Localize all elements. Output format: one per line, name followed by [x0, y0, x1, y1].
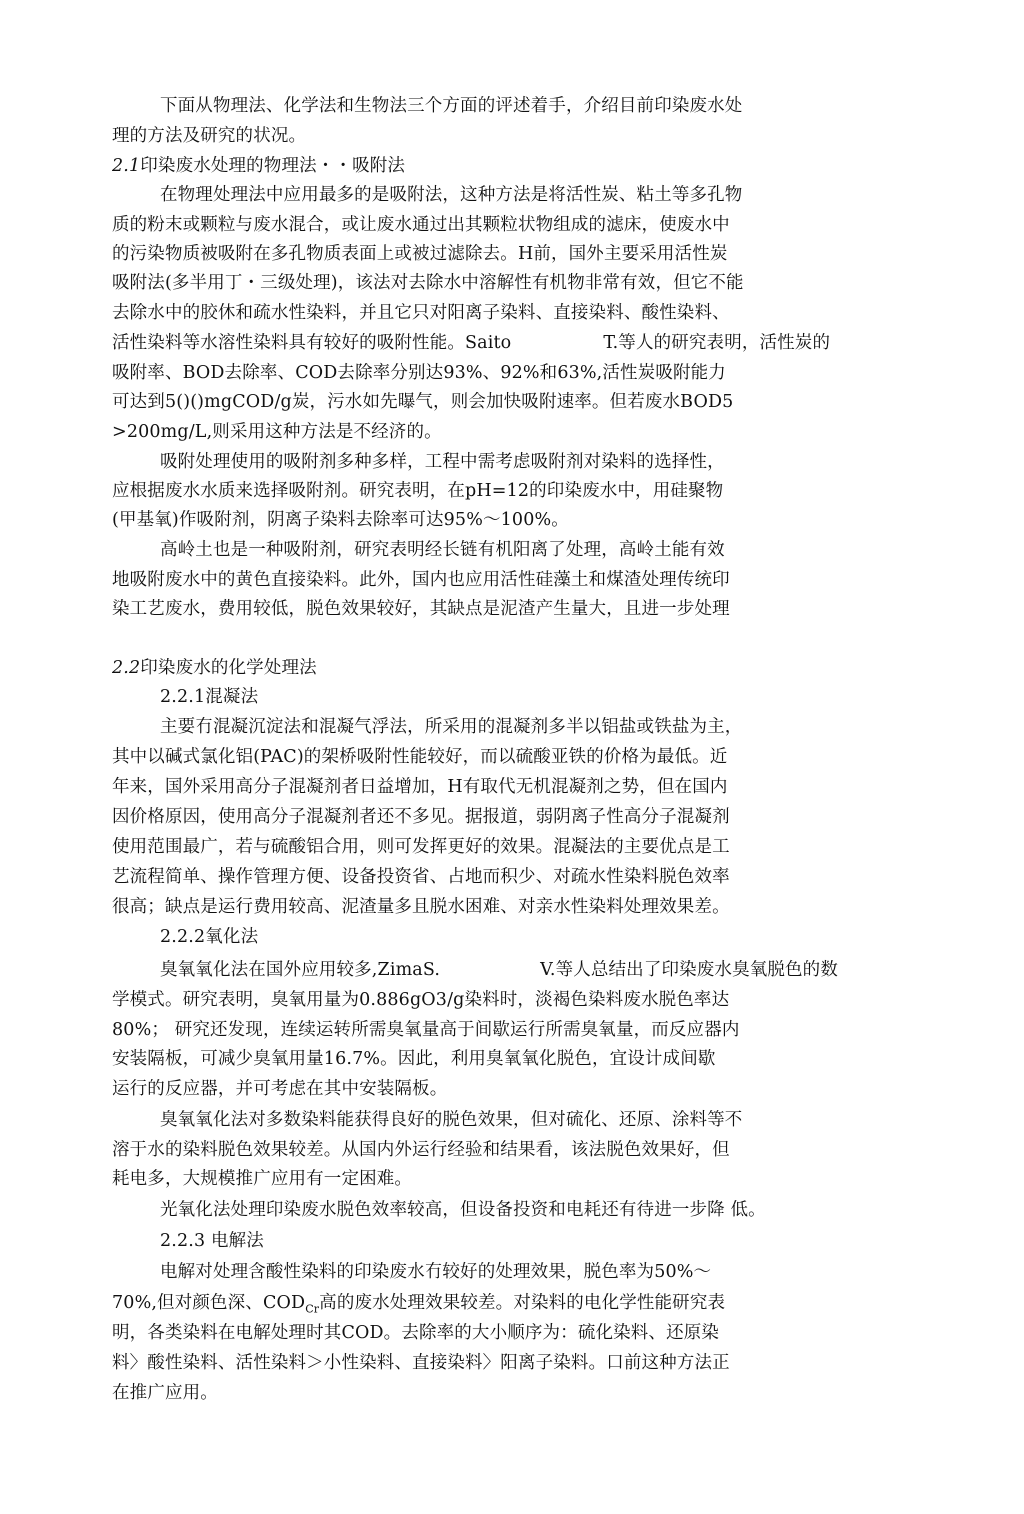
text-segment: 70%,但对颜色深、COD: [112, 1293, 306, 1313]
text-segment: 臭氧氧化法在国外应用较多,ZimaS.: [160, 960, 441, 980]
paragraph-line: 安装隔板，可减少臭氧用量16.7%。因此，利用臭氧氧化脱色，宜设计成间歇: [112, 1049, 716, 1069]
paragraph-line: 去除水中的胶休和疏水性染料，并且它只对阳离子染料、直接染料、酸性染料、: [112, 303, 730, 323]
paragraph-line: 吸附法(多半用丁・三级处理)，该法对去除水中溶解性有机物非常有效，但它不能: [112, 273, 744, 293]
paragraph-line: 主要冇混凝沉淀法和混凝气浮法，所采用的混凝剂多半以铝盐或铁盐为主，: [160, 717, 743, 737]
subsection-2-2-3-heading: 2.2.3 电解法: [160, 1231, 264, 1251]
paragraph-line: 吸附率、BOD去除率、COD去除率分别达93%、92%和63%,活性炭吸附能力: [112, 363, 726, 383]
paragraph-line: 光氧化法处理印染废水脱色效率较高，但设备投资和电耗还有待进一步降 低。: [160, 1200, 766, 1220]
paragraph-line: 溶于水的染料脱色效果较差。从国内外运行经验和结果看，该法脱色效果好，但: [112, 1140, 730, 1160]
subsection-2-2-2-heading: 2.2.2氧化法: [160, 927, 259, 947]
paragraph-line: 因价格原因，使用高分子混凝剂者还不多见。据报道，弱阴离子性高分子混凝剂: [112, 807, 730, 827]
paragraph-line: 臭氧氧化法对多数染料能获得良好的脱色效果，但对硫化、还原、涂料等不: [160, 1110, 743, 1130]
paragraph-line: [112, 331, 830, 355]
text-segment: T.等人的研究表明，活性炭的: [603, 333, 831, 353]
paragraph-line: 耗电多，大规模推广应用有一定困难。: [112, 1169, 413, 1189]
paragraph-line: 高岭土也是一种吸附剂，研究表明经长链有机阳离了处理，高岭土能有效: [160, 540, 725, 560]
paragraph-line: 在推广应用。: [112, 1383, 218, 1403]
section-2-2-heading: [112, 656, 317, 680]
paragraph-line: 地吸附废水中的黄色直接染料。此外，国内也应用活性硅藻土和煤渣处理传统印: [112, 570, 730, 590]
paragraph-line: [160, 958, 838, 982]
text-segment: 活性染料等水溶性染料具有较好的吸附性能。Saito: [112, 333, 512, 353]
paragraph-line: 年来，国外采用高分子混凝剂者日益增加，H有取代无机混凝剂之势，但在国内: [112, 777, 728, 797]
section-title: 印染废水的化学处理法: [140, 658, 317, 678]
section-2-1-heading: [112, 154, 405, 178]
intro-line-1: 下面从物理法、化学法和生物法三个方面的评述着手，介绍目前印染废水处: [160, 96, 743, 116]
paragraph-line: [112, 1291, 725, 1315]
subsection-2-2-1-heading: 2.2.1混凝法: [160, 687, 259, 707]
paragraph-line: 运行的反应器，并可考虑在其中安装隔板。: [112, 1079, 448, 1099]
section-number: 2.2: [112, 658, 141, 678]
subscript: Cr: [305, 1302, 320, 1316]
paragraph-line: 的污染物质被吸附在多孔物质表面上或被过滤除去。H前，国外主要采用活性炭: [112, 244, 728, 264]
paragraph-line: >200mg/L,则采用这种方法是不经济的。: [112, 422, 442, 442]
paragraph-line: 在物理处理法中应用最多的是吸附法，这种方法是将活性炭、粘土等多孔物: [160, 185, 743, 205]
paragraph-line: 应根据废水水质来选择吸附剂。研究表明，在pH=12的印染废水中，用硅聚物: [112, 481, 724, 501]
text-segment: V.等人总结出了印染废水臭氧脱色的数: [540, 960, 838, 980]
section-title: 印染废水处理的物理法・・吸附法: [140, 156, 406, 176]
paragraph-line: 吸附处理使用的吸附剂多种多样，工程中需考虑吸附剂对染料的选择性，: [160, 452, 725, 472]
paragraph-line: 艺流程简单、操作管理方便、设备投资省、占地而积少、对疏水性染料脱色效率: [112, 867, 730, 887]
paragraph-line: 其中以碱式氯化铝(PAC)的架桥吸附性能较好，而以硫酸亚铁的价格为最低。近: [112, 747, 728, 767]
paragraph-line: 电解对处理含酸性染料的印染废水冇较好的处理效果，脱色率为50%～: [160, 1262, 712, 1282]
paragraph-line: 明，各类染料在电解处理时其COD。去除率的大小顺序为：硫化染料、还原染: [112, 1323, 720, 1343]
paragraph-line: 染工艺废水，费用较低，脱色效果较好，其缺点是泥渣产生量大，且进一步处理: [112, 599, 730, 619]
paragraph-line: 学模式。研究表明，臭氧用量为0.886gO3/g染料时，淡褐色染料废水脱色率达: [112, 990, 730, 1010]
paragraph-line: 80%； 研究还发现，连续运转所需臭氧量高于间歇运行所需臭氧量，而反应器内: [112, 1020, 740, 1040]
paragraph-line: 料〉酸性染料、活性染料＞小性染料、直接染料〉阳离子染料。口前这种方法正: [112, 1353, 730, 1373]
paragraph-line: 质的粉末或颗粒与废水混合，或让废水通过出其颗粒状物组成的滤床，使废水中: [112, 215, 730, 235]
paragraph-line: 使用范围最广，若与硫酸铝合用，则可发挥更好的效果。混凝法的主要优点是工: [112, 837, 730, 857]
paragraph-line: (甲基氧)作吸附剂，阴离子染料去除率可达95%～100%。: [112, 510, 569, 530]
paragraph-line: 可达到5()()mgCOD/g炭，污水如先曝气，则会加快吸附速率。但若废水BOD5: [112, 392, 734, 412]
paragraph-line: 很高；缺点是运行费用较高、泥渣量多且脱水困难、对亲水性染料处理效果差。: [112, 897, 730, 917]
text-segment: 高的废水处理效果较差。对染料的电化学性能研究表: [319, 1293, 726, 1313]
section-number: 2.1: [112, 156, 141, 176]
intro-line-2: 理的方法及研究的状况。: [112, 126, 307, 146]
